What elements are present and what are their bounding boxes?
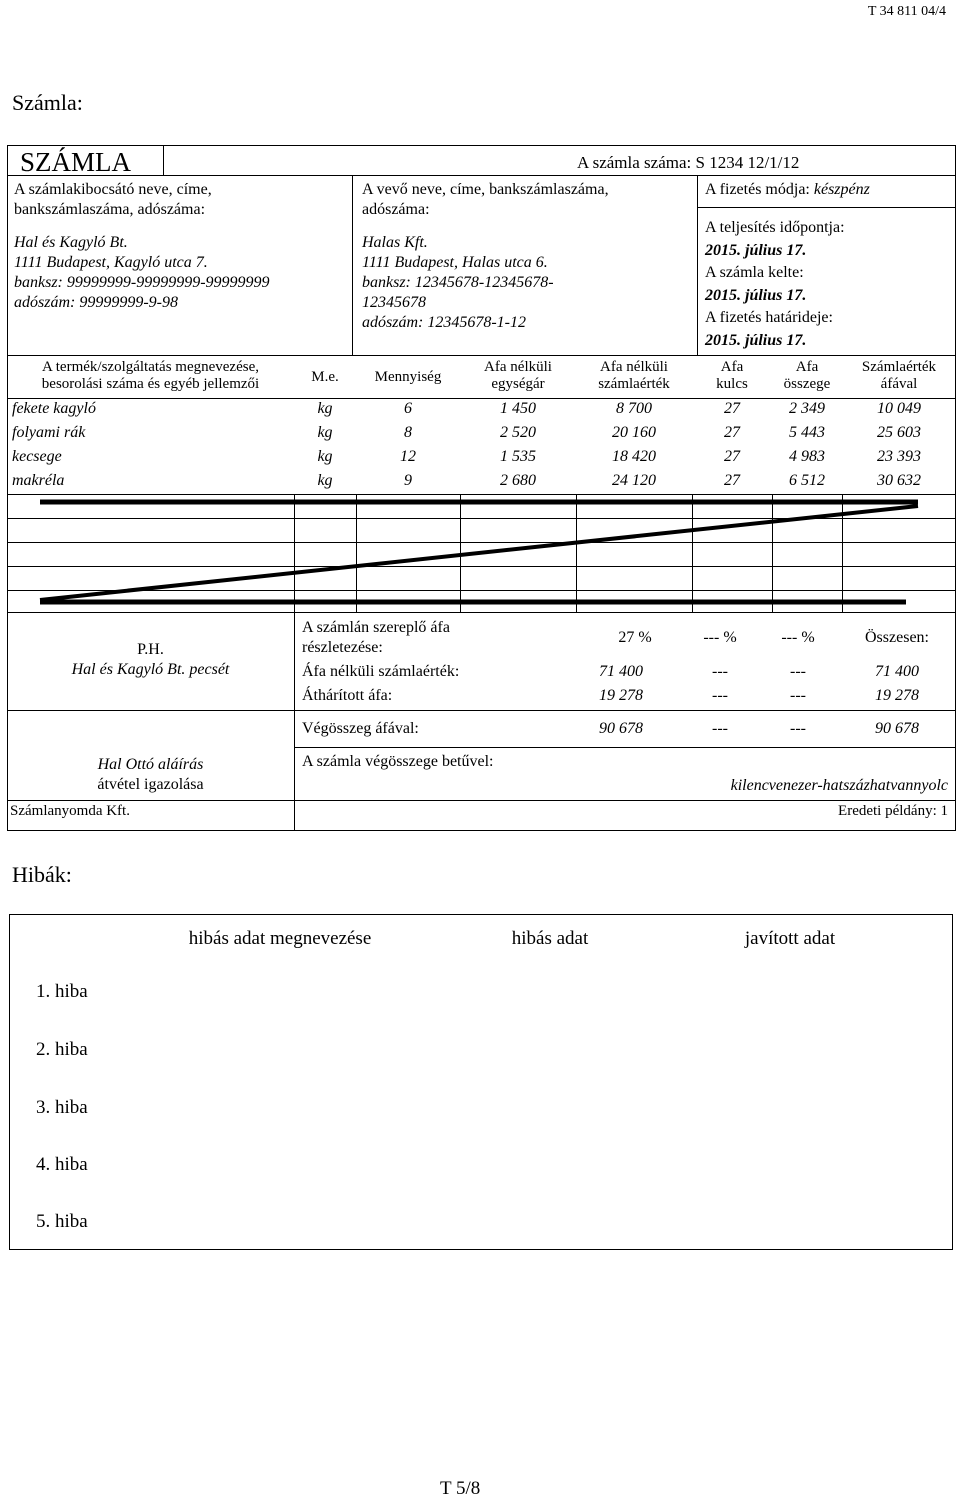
item-vat: 5 443 — [789, 424, 825, 441]
errors-header-fixed: javított adat — [744, 928, 836, 949]
item-gross: 10 049 — [877, 400, 921, 417]
ph-label: P.H. — [137, 641, 164, 658]
col-product-line1: A termék/szolgáltatás megnevezése, — [42, 359, 259, 375]
issuer-tax: adószám: 99999999-9-98 — [14, 294, 178, 311]
item-net: 8 700 — [616, 400, 652, 417]
buyer-block — [362, 180, 609, 333]
col-unit-price-line2: egységár — [491, 376, 545, 392]
col-unit-price-line1: Afa nélküli — [484, 359, 552, 375]
page-footer: T 5/8 — [440, 1478, 481, 1499]
item-name: folyami rák — [12, 424, 86, 441]
gross-value-3: --- — [790, 720, 806, 737]
fulfillment-label: A teljesítés időpontja: — [705, 219, 845, 236]
col-product — [9, 359, 292, 393]
col-vat-amount-line2: összege — [783, 376, 831, 392]
col-product-line2: besorolási száma és egyéb jellemzői — [41, 376, 260, 392]
issuer-label-1: A számlakibocsátó neve, címe, — [14, 181, 212, 198]
item-unit: kg — [317, 400, 333, 417]
col-vat-rate — [692, 359, 772, 393]
issuer-label-2: bankszámlaszáma, adószáma: — [14, 201, 206, 218]
issue-date: 2015. július 17. — [705, 286, 807, 304]
item-vat-rate: 27 — [724, 400, 740, 417]
words-value: kilencvenezer-hatszázhatvannyolc — [730, 777, 948, 794]
item-row-0 — [0, 400, 960, 424]
item-unit-price: 1 535 — [500, 448, 536, 465]
item-qty: 12 — [400, 448, 416, 465]
buyer-address: 1111 Budapest, Halas utca 6. — [362, 254, 548, 271]
buyer-bank-2: 12345678 — [362, 294, 426, 311]
col-gross-line2: áfával — [880, 376, 918, 392]
payment-dates — [705, 217, 845, 352]
item-unit-price: 2 520 — [500, 424, 536, 441]
buyer-tax: adószám: 12345678-1-12 — [362, 314, 526, 331]
item-vat: 6 512 — [789, 472, 825, 489]
stamp-label: Hal és Kagyló Bt. pecsét — [71, 661, 230, 678]
item-qty: 6 — [404, 400, 412, 417]
vat-detail-line2: részletezése: — [302, 639, 383, 656]
col-gross-line1: Számlaérték — [861, 359, 937, 375]
rate-1: 27 % — [618, 629, 652, 646]
page-code: T 34 811 04/4 — [867, 4, 946, 19]
error-row-3: 3. hiba — [36, 1097, 88, 1118]
item-unit: kg — [317, 448, 333, 465]
fulfillment-date: 2015. július 17. — [705, 241, 807, 259]
vat-value-1: 19 278 — [599, 687, 643, 704]
item-net: 18 420 — [612, 448, 656, 465]
col-qty: Mennyiség — [374, 369, 442, 385]
issuer-bank: banksz: 99999999-99999999-99999999 — [14, 274, 270, 291]
vat-detail-line1: A számlán szereplő áfa — [302, 619, 450, 636]
payment-method — [705, 180, 870, 200]
col-vat-rate-line1: Afa — [720, 359, 744, 375]
item-gross: 25 603 — [877, 424, 921, 441]
item-name: kecsege — [12, 448, 62, 465]
payment-method-label: A fizetés módja: — [705, 181, 810, 198]
col-net — [576, 359, 692, 393]
issuer-block — [14, 180, 270, 313]
errors-table — [9, 914, 953, 1250]
item-name: makréla — [12, 472, 65, 489]
payment-method-value: készpénz — [813, 181, 870, 198]
words-label: A számla végösszege betűvel: — [302, 753, 494, 770]
item-qty: 8 — [404, 424, 412, 441]
item-vat-rate: 27 — [724, 472, 740, 489]
item-unit: kg — [317, 472, 333, 489]
item-vat: 4 983 — [789, 448, 825, 465]
invoice-number: A számla száma: S 1234 12/1/12 — [577, 153, 800, 172]
vat-value-2: --- — [712, 687, 728, 704]
col-vat-amount-line1: Afa — [795, 359, 819, 375]
receipt-label: átvétel igazolása — [97, 776, 204, 793]
col-gross — [842, 359, 956, 393]
item-row-2 — [0, 448, 960, 472]
item-net: 20 160 — [612, 424, 656, 441]
item-net: 24 120 — [612, 472, 656, 489]
buyer-name: Halas Kft. — [362, 234, 428, 251]
item-row-1 — [0, 424, 960, 448]
issue-label: A számla kelte: — [705, 264, 804, 281]
item-vat-rate: 27 — [724, 424, 740, 441]
cancel-z-lines — [0, 490, 960, 610]
net-value-3: --- — [790, 663, 806, 680]
net-label: Áfa nélküli számlaérték: — [302, 663, 460, 680]
signature-area — [7, 755, 294, 795]
net-value-total: 71 400 — [875, 663, 919, 680]
item-vat: 2 349 — [789, 400, 825, 417]
vat-value-3: --- — [790, 687, 806, 704]
due-label: A fizetés határideje: — [705, 309, 833, 326]
col-net-line1: Afa nélküli — [600, 359, 668, 375]
item-gross: 30 632 — [877, 472, 921, 489]
col-vat-amount — [772, 359, 842, 393]
item-unit-price: 1 450 — [500, 400, 536, 417]
item-name: fekete kagyló — [12, 400, 96, 417]
error-row-4: 4. hiba — [36, 1154, 88, 1175]
errors-header-name: hibás adat megnevezése — [188, 928, 372, 949]
item-unit: kg — [317, 424, 333, 441]
col-vat-rate-line2: kulcs — [716, 376, 748, 392]
rate-2: --- % — [703, 629, 737, 646]
item-vat-rate: 27 — [724, 448, 740, 465]
gross-value-2: --- — [712, 720, 728, 737]
errors-header-wrong: hibás adat — [511, 928, 589, 949]
total-label: Összesen: — [865, 629, 929, 646]
copy-label: Eredeti példány: 1 — [838, 803, 948, 819]
gross-value-total: 90 678 — [875, 720, 919, 737]
rate-3: --- % — [781, 629, 815, 646]
item-qty: 9 — [404, 472, 412, 489]
vat-detail-label — [302, 618, 450, 658]
net-value-1: 71 400 — [599, 663, 643, 680]
buyer-label-2: adószáma: — [362, 201, 430, 218]
net-value-2: --- — [712, 663, 728, 680]
stamp-area — [7, 640, 294, 680]
buyer-bank-1: banksz: 12345678-12345678- — [362, 274, 554, 291]
error-row-1: 1. hiba — [36, 981, 88, 1002]
col-unit: M.e. — [311, 369, 339, 385]
buyer-label-1: A vevő neve, címe, bankszámlaszáma, — [362, 181, 609, 198]
error-row-5: 5. hiba — [36, 1211, 88, 1232]
gross-value-1: 90 678 — [599, 720, 643, 737]
error-row-2: 2. hiba — [36, 1039, 88, 1060]
col-net-line2: számlaérték — [598, 376, 670, 392]
item-unit-price: 2 680 — [500, 472, 536, 489]
item-gross: 23 393 — [877, 448, 921, 465]
vat-label: Áthárított áfa: — [302, 687, 393, 704]
invoice-title: SZÁMLA — [20, 147, 132, 177]
section-title-errors: Hibák: — [12, 862, 72, 887]
due-date: 2015. július 17. — [705, 331, 807, 349]
issuer-name: Hal és Kagyló Bt. — [14, 234, 128, 251]
section-title-invoice: Számla: — [12, 90, 83, 115]
vat-value-total: 19 278 — [875, 687, 919, 704]
signature-label: Hal Ottó aláírás — [97, 756, 204, 773]
printer-label: Számlanyomda Kft. — [10, 803, 130, 819]
col-unit-price — [460, 359, 576, 393]
gross-label: Végösszeg áfával: — [302, 720, 419, 737]
issuer-address: 1111 Budapest, Kagyló utca 7. — [14, 254, 208, 271]
